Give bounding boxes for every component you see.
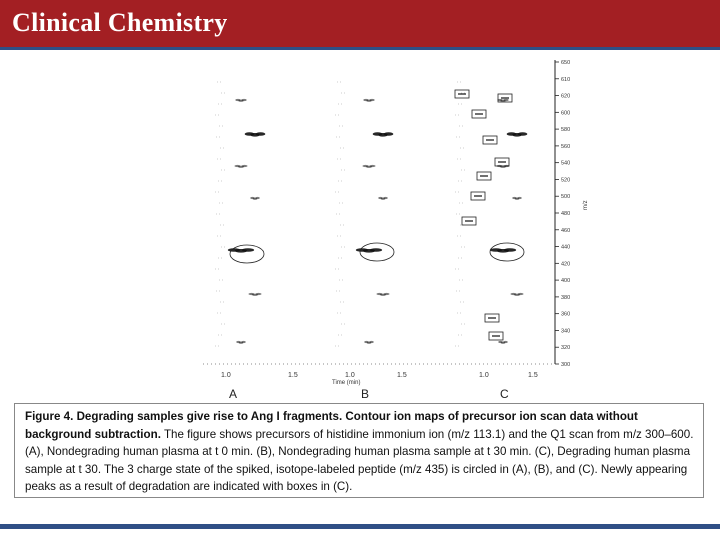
x-tick-b-2: 1.5 xyxy=(397,372,407,379)
y-tick-label: 540 xyxy=(561,160,571,167)
y-tick-label: 520 xyxy=(561,177,571,184)
y-tick-label: 320 xyxy=(561,345,571,352)
caption-label: Figure 4. xyxy=(25,410,74,423)
figure-caption xyxy=(14,403,704,498)
contour-peak xyxy=(503,99,508,101)
labeled-peptide-circles xyxy=(230,243,524,263)
contour-peak xyxy=(518,132,528,136)
y-tick-label: 360 xyxy=(561,311,571,318)
contour-peak xyxy=(369,99,374,101)
contour-peak xyxy=(370,248,382,252)
contour-peak xyxy=(384,132,394,136)
contour-peak xyxy=(504,248,516,252)
contour-peak xyxy=(369,341,373,343)
contour-peak xyxy=(369,165,375,167)
y-tick-label: 560 xyxy=(561,143,571,150)
x-tick-b-1: 1.0 xyxy=(345,372,355,379)
contour-ion-map-figure xyxy=(195,52,595,402)
panel-label-a: A xyxy=(229,387,238,401)
y-tick-label: 650 xyxy=(561,60,571,66)
contour-peak xyxy=(255,293,261,295)
panel-label-c: C xyxy=(500,387,509,401)
contour-peak xyxy=(503,341,507,343)
y-tick-label: 300 xyxy=(561,362,571,368)
y-tick-label: 600 xyxy=(561,110,571,117)
caption-bold-text: Degrading samples give rise to Ang I fragments. Contour ion maps of precursor ion scan data without background subtraction. xyxy=(25,410,638,441)
y-tick-label: 340 xyxy=(561,328,571,335)
x-tick-c-2: 1.5 xyxy=(528,372,538,379)
y-tick-label: 620 xyxy=(561,93,571,100)
contour-peaks xyxy=(215,82,527,346)
degradation-boxes xyxy=(455,90,512,340)
y-tick-label: 380 xyxy=(561,294,571,301)
journal-title: Clinical Chemistry xyxy=(12,8,228,37)
x-tick-c-1: 1.0 xyxy=(479,372,489,379)
contour-peak xyxy=(241,165,247,167)
x-tick-a-1: 1.0 xyxy=(221,372,231,379)
y-axis-label: m/z xyxy=(583,200,589,210)
contour-peak xyxy=(242,248,254,252)
contour-peak xyxy=(256,132,266,136)
x-tick-a-2: 1.5 xyxy=(288,372,298,379)
journal-header-bar xyxy=(0,0,720,47)
y-tick-label: 460 xyxy=(561,227,571,234)
contour-peak xyxy=(517,293,523,295)
y-tick-label: 420 xyxy=(561,261,571,268)
contour-peak xyxy=(383,293,389,295)
y-tick-label: 440 xyxy=(561,244,571,251)
y-tick-label: 580 xyxy=(561,127,571,134)
footer-divider xyxy=(0,524,720,529)
x-axis-label: Time (min) xyxy=(332,380,361,386)
y-tick-label: 400 xyxy=(561,278,571,285)
y-tick-label: 480 xyxy=(561,211,571,217)
contour-peak xyxy=(241,341,245,343)
caption-body: The figure shows precursors of histidine immonium ion (m/z 113.1) and the Q1 scan from m/z 300–600. (A), Nondegrading human plasma at t 0 min. (B), Nondegrading human plasma sample at t 30 min. (C), Degrading human plasma sample at t 30. The 3 charge state of the spiked, isotope-labeled peptide (m/z 435) is circled in (A), (B), and (C). Newly appearing peaks as a result of degradation are indicated with boxes in (C). xyxy=(25,427,694,494)
header-divider xyxy=(0,47,720,50)
y-tick-label: 610 xyxy=(561,76,571,83)
y-tick-label: 500 xyxy=(561,194,571,201)
contour-peak xyxy=(241,99,246,101)
x-axis xyxy=(203,364,555,401)
panel-label-b: B xyxy=(361,387,370,401)
contour-peak xyxy=(517,197,521,199)
y-axis xyxy=(555,60,589,368)
contour-peak xyxy=(383,197,387,199)
peptide-circle xyxy=(230,245,264,263)
contour-peak xyxy=(255,197,259,199)
